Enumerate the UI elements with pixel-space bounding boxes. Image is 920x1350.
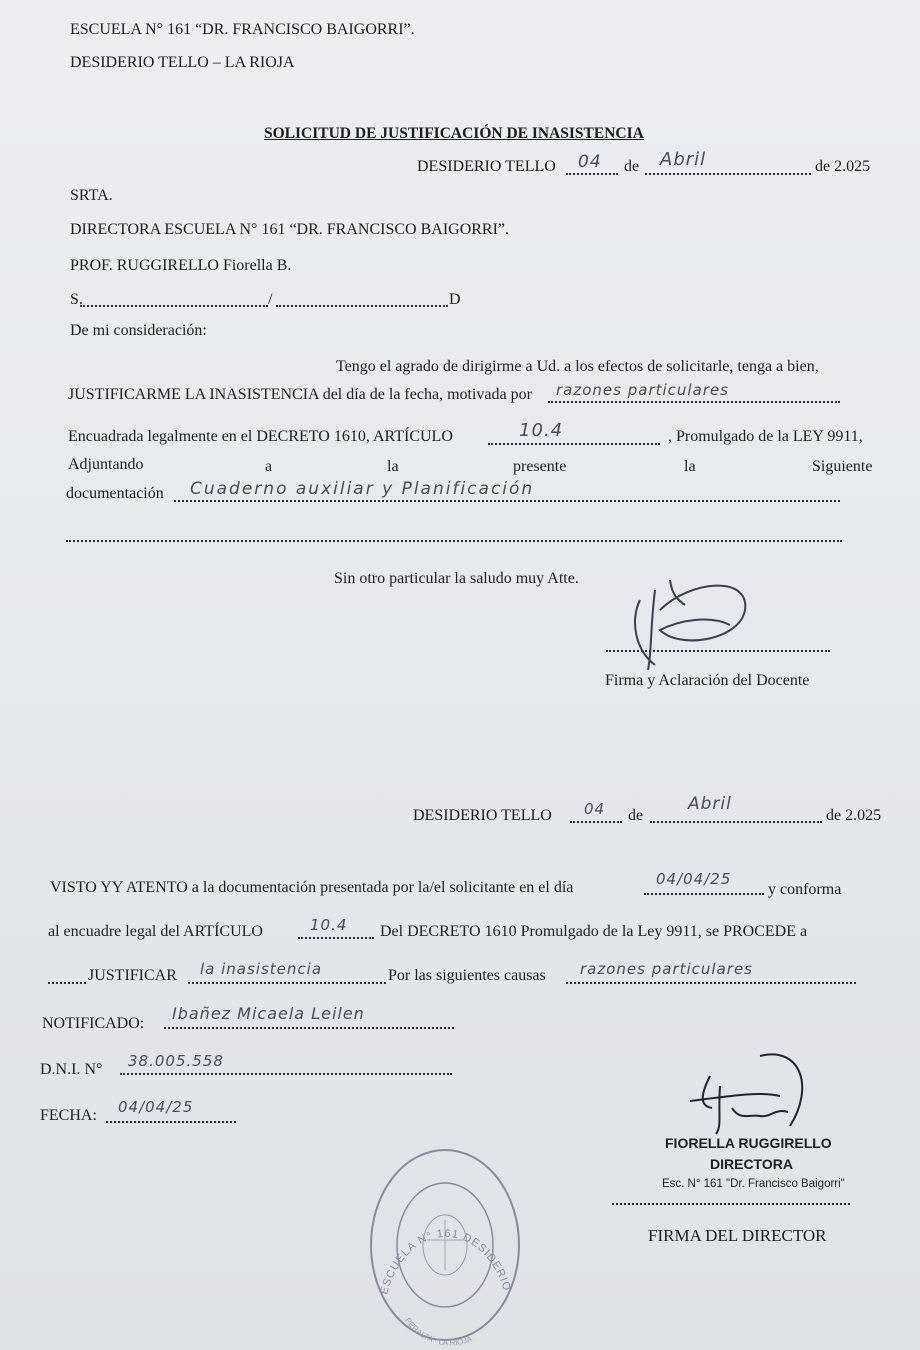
justify-lead-dots	[48, 982, 86, 984]
director-role: DIRECTORA	[710, 1156, 793, 1172]
director-signature-dots	[612, 1203, 850, 1205]
date-prefix: DESIDERIO TELLO	[417, 158, 556, 175]
document-page: ESCUELA N° 161 “DR. FRANCISCO BAIGORRI”. DESIDERIO TELLO – LA RIOJA SOLICITUD DE JUSTIFICACIÓN DE INASISTENCIA DESIDERIO TELLO 04 de Abril de 2.025 SRTA. DIRECTORA ESCUELA N° 161 “DR. FRANCISCO BAIGORRI”. PROF. RUGGIRELLO Fiorella B. S. / D De mi consideración: Tengo el agrado de dirigirme a Ud. a los efectos de solicitarle, tenga a bien, JUSTIFICARME LA INASISTENCIA del día de la fecha, motivada por razones particulares Encuadrada legalmente en el DECRETO 1610, ARTÍCULO 10.4 , Promulgado de la LEY 9911, Adjuntando a la presente la Siguiente documentación Cuaderno auxiliar y Planificación Sin otro particular la saludo muy Atte. Firma y Aclaración del Docente DESIDERIO TELLO 04 de Abril de 2.025 VISTO YY ATENTO a la documentación presentada por la/el solicitante en el día 04/04/25 y conforma al encuadre legal del ARTÍCULO 10.4 Del DECRETO 1610 Promulgado de la Ley 9911, se PROCEDE a JUSTIFICAR la inasistencia Por las siguientes causas razones particulares NOTIFICADO: Ibañez Micaela Leilen D.N.I. N° 38.005.558 FECHA: 04/04/25 FIORELLA RUGGIRELLO DIRECTORA Esc. N° 161 "Dr. Francisco Baigorri" FIRMA DEL DIRECTOR ESCUELA N° 161 DESIDERIO TELLO PERALTA · LA RIOJA	[0, 0, 920, 1350]
documentation-dots	[174, 500, 840, 502]
date2-month-dots	[650, 821, 822, 823]
notificado-hand: Ibañez Micaela Leilen	[172, 1004, 365, 1023]
date-year: de 2.025	[815, 158, 871, 175]
date2-de: de	[628, 807, 644, 824]
p4-word-4: presente	[513, 458, 567, 475]
resolution-causes: Por las siguientes causas	[388, 967, 546, 984]
paragraph-3-prefix: Encuadrada legalmente en el DECRETO 1610, ARTÍCULO	[68, 428, 453, 445]
closing: Sin otro particular la saludo muy Atte.	[334, 570, 579, 587]
p4-word-3: la	[387, 458, 399, 475]
resolution-date-hand: 04/04/25	[656, 870, 732, 888]
p4-word-1: Adjuntando	[68, 456, 144, 473]
resolution-line-1: VISTO YY ATENTO a la documentación presentada por la/el solicitante en el día	[50, 879, 574, 896]
date-month-hand: Abril	[660, 149, 707, 170]
resolution-article-hand: 10.4	[310, 916, 348, 934]
resolution-justificar: JUSTIFICAR	[88, 967, 177, 984]
teacher-signature-caption: Firma y Aclaración del Docente	[605, 672, 810, 689]
resolution-article-dots	[298, 937, 374, 939]
notificado-dots	[164, 1027, 454, 1029]
greeting: De mi consideración:	[70, 322, 207, 339]
date-day-dots	[566, 173, 618, 175]
school-round-stamp	[360, 1136, 525, 1348]
recipient-srta: SRTA.	[70, 187, 113, 204]
p4-word-5: la	[684, 458, 696, 475]
document-title: SOLICITUD DE JUSTIFICACIÓN DE INASISTENCIA	[264, 125, 644, 142]
stamp-top-text: ESCUELA N° 161 DESIDERIO TELLO	[360, 1136, 514, 1297]
sd-dots-right	[276, 305, 448, 307]
svg-text:ESCUELA N° 161 DESIDERIO TELLO	[360, 1136, 514, 1297]
date2-day-hand: 04	[584, 800, 606, 818]
dni-dots	[120, 1073, 452, 1075]
teacher-signature-dots	[606, 650, 830, 652]
paragraph-3-suffix: , Promulgado de la LEY 9911,	[668, 428, 863, 445]
resolution-line-1-suffix: y conforma	[768, 881, 842, 898]
notificado-label: NOTIFICADO:	[42, 1015, 145, 1032]
recipient-s: S.	[70, 291, 83, 308]
date2-day-dots	[570, 821, 622, 823]
justify-dots	[188, 982, 386, 984]
reason-dots	[548, 401, 840, 403]
fecha-dots	[106, 1121, 236, 1123]
recipient-directora: DIRECTORA ESCUELA N° 161 “DR. FRANCISCO BAIGORRI”.	[70, 221, 510, 238]
resolution-date-dots	[644, 893, 764, 895]
stamp-bottom-text: PERALTA · LA RIOJA	[403, 1316, 474, 1348]
paragraph-5-prefix: documentación	[66, 485, 164, 502]
sd-dots-left	[80, 305, 268, 307]
recipient-prof: PROF. RUGGIRELLO Fiorella B.	[70, 257, 292, 274]
date2-month-hand: Abril	[688, 794, 732, 814]
justify-hand: la inasistencia	[200, 960, 323, 978]
director-signature-caption: FIRMA DEL DIRECTOR	[648, 1226, 827, 1245]
causes-hand: razones particulares	[580, 960, 753, 978]
recipient-d: D	[449, 291, 461, 308]
director-name: FIORELLA RUGGIRELLO	[665, 1135, 832, 1151]
reason-hand: razones particulares	[556, 381, 729, 399]
paragraph-1: Tengo el agrado de dirigirme a Ud. a los efectos de solicitarle, tenga a bien,	[336, 358, 819, 375]
svg-text:PERALTA · LA RIOJA	[403, 1316, 474, 1347]
p4-word-6: Siguiente	[812, 458, 873, 475]
director-signature	[670, 1046, 820, 1146]
dni-label: D.N.I. N°	[40, 1061, 103, 1078]
school-header: ESCUELA N° 161 “DR. FRANCISCO BAIGORRI”.	[70, 21, 415, 38]
teacher-signature	[600, 570, 780, 680]
director-school: Esc. N° 161 "Dr. Francisco Baigorri"	[662, 1178, 845, 1190]
resolution-line-2: al encuadre legal del ARTÍCULO	[48, 923, 263, 940]
date2-year: de 2.025	[826, 807, 882, 824]
documentation-hand: Cuaderno auxiliar y Planificación	[190, 479, 535, 499]
documentation-dots-2	[66, 540, 842, 542]
fecha-hand: 04/04/25	[118, 1098, 194, 1116]
paragraph-2-prefix: JUSTIFICARME LA INASISTENCIA del día de la fecha, motivada por	[68, 386, 532, 403]
dni-hand: 38.005.558	[128, 1052, 224, 1070]
date-de: de	[624, 158, 640, 175]
fecha-label: FECHA:	[40, 1107, 97, 1124]
location-header: DESIDERIO TELLO – LA RIOJA	[70, 54, 295, 71]
date2-prefix: DESIDERIO TELLO	[413, 807, 552, 824]
p4-word-2: a	[265, 458, 273, 475]
article-dots	[488, 443, 660, 445]
resolution-line-2-suffix: Del DECRETO 1610 Promulgado de la Ley 9911, se PROCEDE a	[380, 923, 808, 940]
date-month-dots	[645, 173, 811, 175]
date-day-hand: 04	[578, 152, 602, 172]
article-hand: 10.4	[519, 420, 564, 441]
causes-dots	[566, 982, 856, 984]
